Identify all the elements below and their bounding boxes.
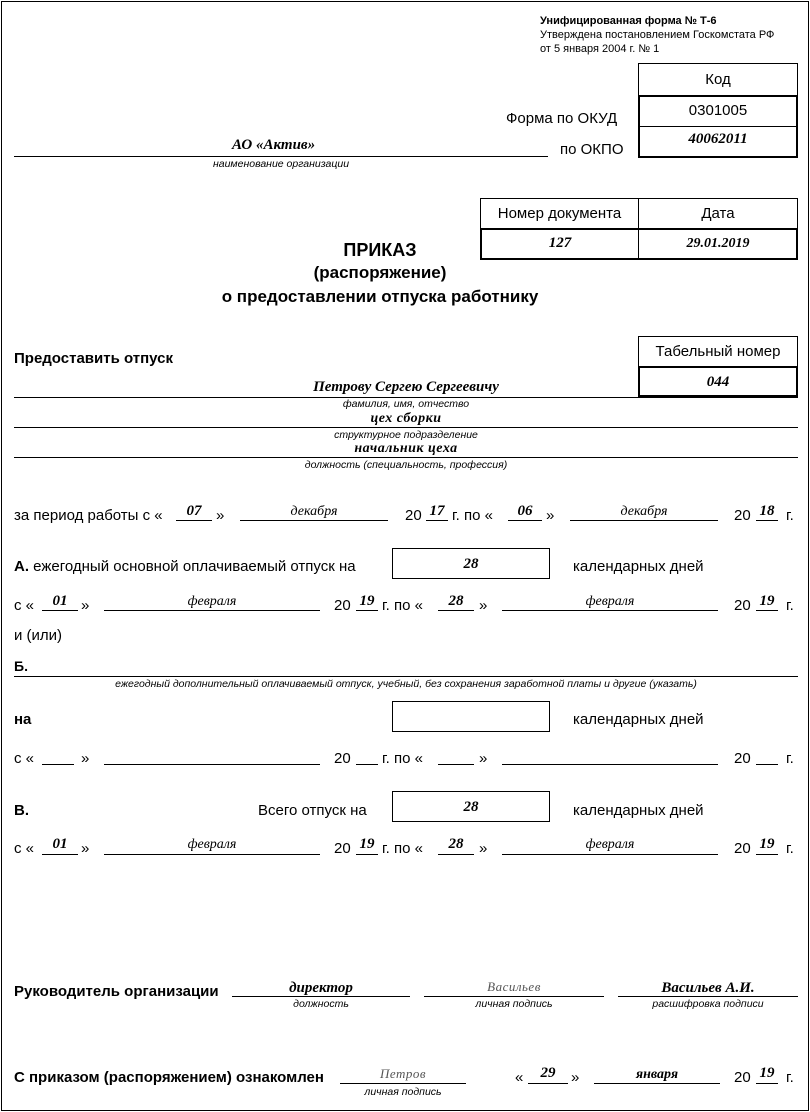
line-acquainted-day bbox=[528, 1083, 568, 1084]
position: начальник цеха bbox=[354, 441, 458, 456]
line-period-to-day bbox=[508, 520, 542, 521]
department: цех сборки bbox=[370, 411, 442, 426]
year-prefix: 20 bbox=[334, 750, 351, 767]
head-signature-caption: личная подпись bbox=[475, 998, 553, 1010]
doc-number-header: Номер документа bbox=[480, 198, 639, 229]
line-period-from-month bbox=[240, 520, 388, 521]
line-period-to-year bbox=[756, 520, 778, 521]
doc-divider bbox=[638, 230, 639, 258]
from-label: с « bbox=[14, 597, 35, 614]
year-prefix: 20 bbox=[334, 840, 351, 857]
head-decoded: Васильев А.И. bbox=[661, 980, 755, 996]
period-to-month: декабря bbox=[620, 504, 668, 519]
year-suffix: г. bbox=[786, 597, 794, 614]
year-prefix: 20 bbox=[334, 597, 351, 614]
year-suffix: г. bbox=[786, 507, 794, 524]
head-decoded-caption: расшифровка подписи bbox=[652, 998, 764, 1010]
organization-name: АО «Актив» bbox=[232, 137, 316, 153]
okud-label: Форма по ОКУД bbox=[506, 110, 618, 127]
period-from-year: 17 bbox=[429, 503, 445, 519]
to-label: г. по « bbox=[382, 597, 423, 614]
section-v-from-day: 01 bbox=[52, 836, 68, 852]
close-quote: » bbox=[81, 750, 90, 767]
year-prefix: 20 bbox=[405, 507, 422, 524]
to-label: г. по « bbox=[382, 840, 423, 857]
from-label: с « bbox=[14, 750, 35, 767]
line-period-from-day bbox=[176, 520, 212, 521]
line-head-signature bbox=[424, 996, 604, 997]
section-a-from-day: 01 bbox=[52, 593, 68, 609]
section-a-from-month: февраля bbox=[187, 594, 237, 609]
year-prefix: 20 bbox=[734, 1069, 751, 1086]
acquainted-month: января bbox=[635, 1067, 679, 1082]
line-section-a-from-year bbox=[356, 610, 378, 611]
section-b-on-label: на bbox=[14, 711, 32, 728]
head-position: директор bbox=[289, 980, 353, 996]
tab-number: 044 bbox=[638, 366, 798, 397]
section-a-to-month: февраля bbox=[585, 594, 635, 609]
line-section-v-to-day bbox=[438, 854, 474, 855]
section-a-to-year: 19 bbox=[759, 593, 775, 609]
section-b-caption: ежегодный дополнительный оплачиваемый отпуск, учебный, без сохранения заработной платы и другие (указать) bbox=[115, 678, 697, 690]
department-caption: структурное подразделение bbox=[334, 429, 478, 441]
period-to-label: г. по « bbox=[452, 507, 493, 524]
line-b-to-month bbox=[502, 764, 718, 765]
close-quote: » bbox=[81, 597, 90, 614]
line-section-a-to-year bbox=[756, 610, 778, 611]
section-v-to-year: 19 bbox=[759, 836, 775, 852]
organization-caption: наименование организации bbox=[212, 158, 350, 170]
line-acquainted-month bbox=[594, 1083, 720, 1084]
form-line-2: Утверждена постановлением Госкомстата РФ bbox=[540, 29, 775, 41]
doc-number: 127 bbox=[548, 235, 572, 251]
line-section-v-to-year bbox=[756, 854, 778, 855]
employee-name-caption: фамилия, имя, отчество bbox=[342, 398, 470, 410]
line-section-v-from-day bbox=[42, 854, 78, 855]
from-label: с « bbox=[14, 840, 35, 857]
line-period-to-month bbox=[570, 520, 718, 521]
line-section-v-to-month bbox=[502, 854, 718, 855]
section-a-days: 28 bbox=[392, 548, 550, 579]
doc-date-header: Дата bbox=[638, 198, 798, 229]
head-label: Руководитель организации bbox=[14, 983, 219, 1000]
section-a-prefix: А. bbox=[14, 558, 29, 575]
year-prefix: 20 bbox=[734, 597, 751, 614]
okud-value: 0301005 bbox=[688, 102, 748, 119]
line-section-a-to-day bbox=[438, 610, 474, 611]
section-v-prefix: В. bbox=[14, 802, 29, 819]
line-head-position bbox=[232, 996, 410, 997]
section-v-days: 28 bbox=[392, 791, 550, 822]
line-b-from-year bbox=[356, 764, 378, 765]
year-prefix: 20 bbox=[734, 840, 751, 857]
title-line-2: (распоряжение) bbox=[313, 263, 447, 282]
title-line-1: ПРИКАЗ bbox=[343, 240, 417, 260]
line-section-v-from-year bbox=[356, 854, 378, 855]
section-b-days bbox=[392, 701, 550, 732]
head-position-caption: должность bbox=[293, 998, 349, 1010]
department-line bbox=[14, 427, 798, 428]
line-b-from-month bbox=[104, 764, 320, 765]
position-caption: должность (специальность, профессия) bbox=[304, 459, 508, 471]
employee-name: Петрову Сергею Сергеевичу bbox=[313, 379, 499, 395]
and-or-label: и (или) bbox=[14, 627, 63, 644]
section-v-label: Всего отпуск на bbox=[258, 802, 367, 819]
section-a-days-label: календарных дней bbox=[573, 558, 704, 575]
period-to-day: 06 bbox=[517, 503, 533, 519]
line-section-v-from-month bbox=[104, 854, 320, 855]
section-b-line bbox=[14, 676, 798, 677]
year-suffix: г. bbox=[786, 1069, 794, 1086]
head-signature: Васильев bbox=[487, 979, 541, 994]
line-section-a-to-month bbox=[502, 610, 718, 611]
line-head-decoded bbox=[618, 996, 798, 997]
doc-date: 29.01.2019 bbox=[686, 236, 750, 251]
acquainted-signature: Петров bbox=[379, 1066, 427, 1081]
close-quote: » bbox=[571, 1069, 580, 1086]
year-prefix: 20 bbox=[734, 507, 751, 524]
line-b-to-year bbox=[756, 764, 778, 765]
code-divider bbox=[640, 126, 796, 127]
code-header: Код bbox=[638, 63, 798, 96]
acquainted-year: 19 bbox=[759, 1065, 775, 1081]
year-prefix: 20 bbox=[734, 750, 751, 767]
acquainted-day: 29 bbox=[540, 1065, 556, 1081]
section-a-text: ежегодный основной оплачиваемый отпуск на bbox=[33, 558, 356, 575]
form-line-3: от 5 января 2004 г. № 1 bbox=[540, 43, 660, 55]
close-quote: » bbox=[479, 750, 488, 767]
okpo-label: по ОКПО bbox=[560, 141, 624, 158]
close-quote: » bbox=[479, 597, 488, 614]
line-section-a-from-month bbox=[104, 610, 320, 611]
to-label: г. по « bbox=[382, 750, 423, 767]
section-a-label bbox=[14, 558, 356, 575]
organization-line bbox=[14, 156, 548, 157]
line-b-from-day bbox=[42, 764, 74, 765]
tab-number-header: Табельный номер bbox=[638, 336, 798, 367]
position-line bbox=[14, 457, 798, 458]
period-to-year: 18 bbox=[759, 503, 775, 519]
period-from-month: декабря bbox=[290, 504, 338, 519]
section-v-from-year: 19 bbox=[359, 836, 375, 852]
period-from-day: 07 bbox=[186, 503, 202, 519]
close-quote: » bbox=[81, 840, 90, 857]
section-v-days-label: календарных дней bbox=[573, 802, 704, 819]
close-quote: » bbox=[479, 840, 488, 857]
line-acquainted-year bbox=[756, 1083, 778, 1084]
acquainted-signature-caption: личная подпись bbox=[364, 1086, 442, 1098]
acquainted-label: С приказом (распоряжением) ознакомлен bbox=[14, 1069, 324, 1086]
close-quote: » bbox=[546, 507, 555, 524]
section-v-to-day: 28 bbox=[448, 836, 464, 852]
section-b-days-label: календарных дней bbox=[573, 711, 704, 728]
close-quote: » bbox=[216, 507, 225, 524]
line-section-a-from-day bbox=[42, 610, 78, 611]
title-line-3: о предоставлении отпуска работнику bbox=[221, 287, 539, 306]
okpo-value: 40062011 bbox=[688, 131, 748, 147]
section-a-from-year: 19 bbox=[359, 593, 375, 609]
open-quote: « bbox=[515, 1069, 524, 1086]
section-v-to-month: февраля bbox=[585, 837, 635, 852]
form-line-1: Унифицированная форма № Т-6 bbox=[540, 15, 717, 27]
year-suffix: г. bbox=[786, 840, 794, 857]
year-suffix: г. bbox=[786, 750, 794, 767]
section-b-prefix: Б. bbox=[14, 658, 28, 674]
section-a-to-day: 28 bbox=[448, 593, 464, 609]
line-period-from-year bbox=[426, 520, 448, 521]
line-acquainted-signature bbox=[340, 1083, 466, 1084]
period-label: за период работы с « bbox=[14, 507, 163, 524]
grant-leave-label: Предоставить отпуск bbox=[14, 350, 173, 367]
line-b-to-day bbox=[438, 764, 474, 765]
section-v-from-month: февраля bbox=[187, 837, 237, 852]
